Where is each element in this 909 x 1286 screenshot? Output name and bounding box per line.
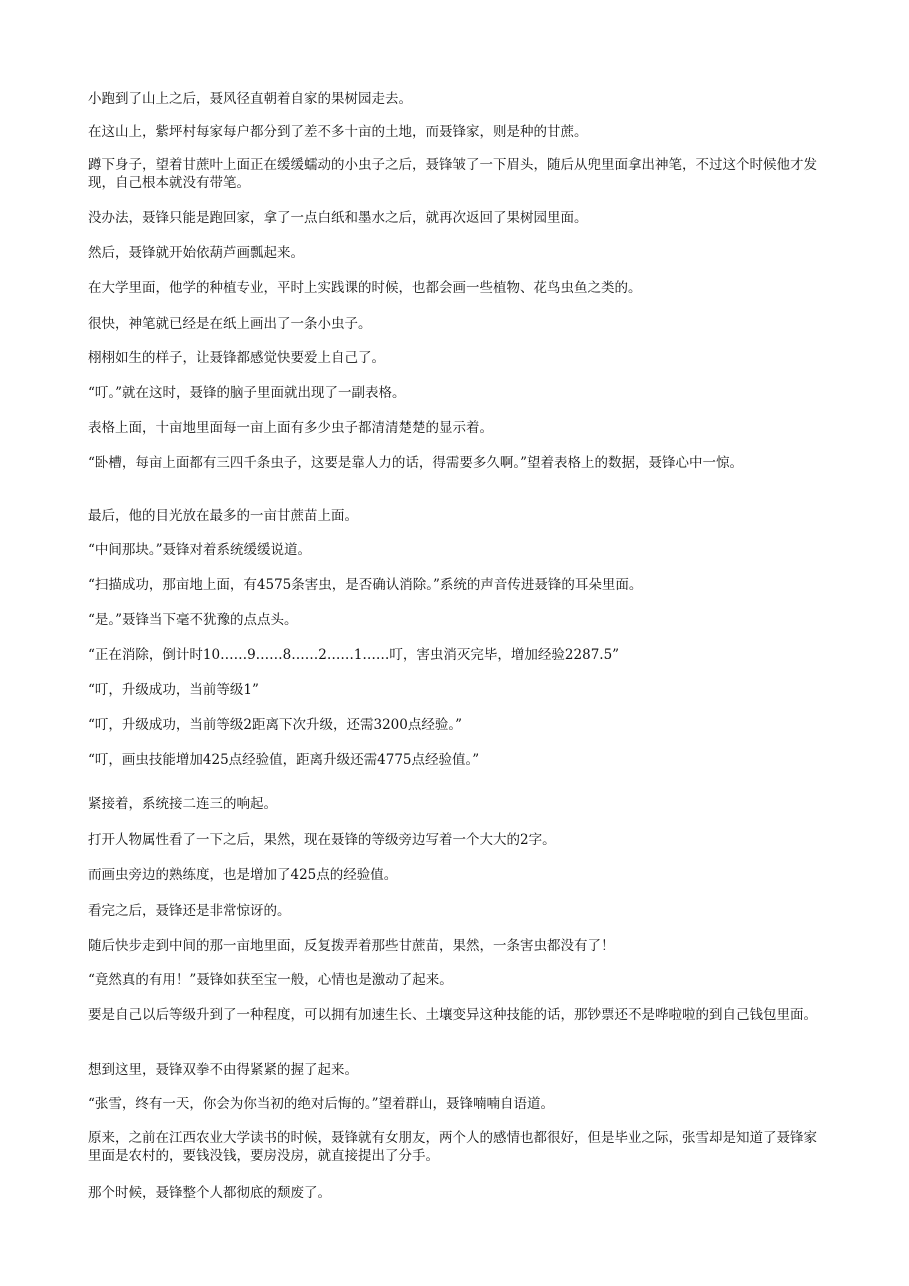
paragraph: “卧槽，每亩上面都有三四千条虫子，这要是靠人力的话，得需要多久啊。”望着表格上的数据，聂锋心中一惊。 [88,455,744,471]
paragraph: “叮。”就在这时，聂锋的脑子里面就出现了一副表格。 [88,385,406,401]
paragraph: “叮，升级成功，当前等级2距离下次升级，还需3200点经验。” [88,717,462,733]
paragraph: 栩栩如生的样子，让聂锋都感觉快要爱上自己了。 [88,350,385,366]
paragraph: 随后快步走到中间的那一亩地里面，反复拨弄着那些甘蔗苗，果然，一条害虫都没有了！ [88,938,615,954]
paragraph: “叮，升级成功，当前等级1” [88,682,259,698]
paragraph: “正在消除，倒计时10……9……8……2……1……叮，害虫消灭完毕，增加经验2287.5” [88,647,620,663]
paragraph: 那个时候，聂锋整个人都彻底的颓废了。 [88,1185,331,1201]
paragraph: 很快，神笔就已经是在纸上画出了一条小虫子。 [88,316,372,332]
paragraph: 没办法，聂锋只能是跑回家，拿了一点白纸和墨水之后，就再次返回了果树园里面。 [88,210,588,226]
paragraph: 然后，聂锋就开始依葫芦画瓢起来。 [88,245,304,261]
paragraph: “叮，画虫技能增加425点经验值，距离升级还需4775点经验值。” [88,752,480,768]
paragraph: 蹲下身子，望着甘蔗叶上面正在缓缓蠕动的小虫子之后，聂锋皱了一下眉头，随后从兜里面拿出神笔，不过这个时候他才发现，自己根本就没有带笔。 [88,157,817,191]
paragraph: 最后，他的目光放在最多的一亩甘蔗苗上面。 [88,508,358,524]
paragraph: 看完之后，聂锋还是非常惊讶的。 [88,903,291,919]
paragraph: 要是自己以后等级升到了一种程度，可以拥有加速生长、土壤变异这种技能的话，那钞票还不是哗啦啦的到自己钱包里面。 [88,1007,817,1023]
paragraph: 在大学里面，他学的种植专业，平时上实践课的时候，也都会画一些植物、花鸟虫鱼之类的。 [88,280,642,296]
paragraph: 而画虫旁边的熟练度，也是增加了425点的经验值。 [88,867,398,883]
paragraph: 小跑到了山上之后，聂风径直朝着自家的果树园走去。 [88,91,412,107]
paragraph: 打开人物属性看了一下之后，果然，现在聂锋的等级旁边写着一个大大的2字。 [88,832,556,848]
paragraph: “扫描成功，那亩地上面，有4575条害虫，是否确认消除。”系统的声音传进聂锋的耳朵里面。 [88,577,643,593]
paragraph: “竟然真的有用！”聂锋如获至宝一般，心情也是激动了起来。 [88,972,453,988]
paragraph: 表格上面，十亩地里面每一亩上面有多少虫子都清清楚楚的显示着。 [88,420,493,436]
paragraph: 原来，之前在江西农业大学读书的时候，聂锋就有女朋友，两个人的感情也都很好，但是毕业之际，张雪却是知道了聂锋家里面是农村的，要钱没钱，要房没房，就直接提出了分手。 [88,1130,817,1164]
paragraph: 紧接着，系统接二连三的响起。 [88,796,277,812]
paragraph: “中间那块。”聂锋对着系统缓缓说道。 [88,542,312,558]
paragraph: “张雪，终有一天，你会为你当初的绝对后悔的。”望着群山，聂锋喃喃自语道。 [88,1096,555,1112]
paragraph: 在这山上，紫坪村每家每户都分到了差不多十亩的土地，而聂锋家，则是种的甘蔗。 [88,124,588,140]
paragraph: “是。”聂锋当下毫不犹豫的点点头。 [88,612,298,628]
paragraph: 想到这里，聂锋双拳不由得紧紧的握了起来。 [88,1062,358,1078]
